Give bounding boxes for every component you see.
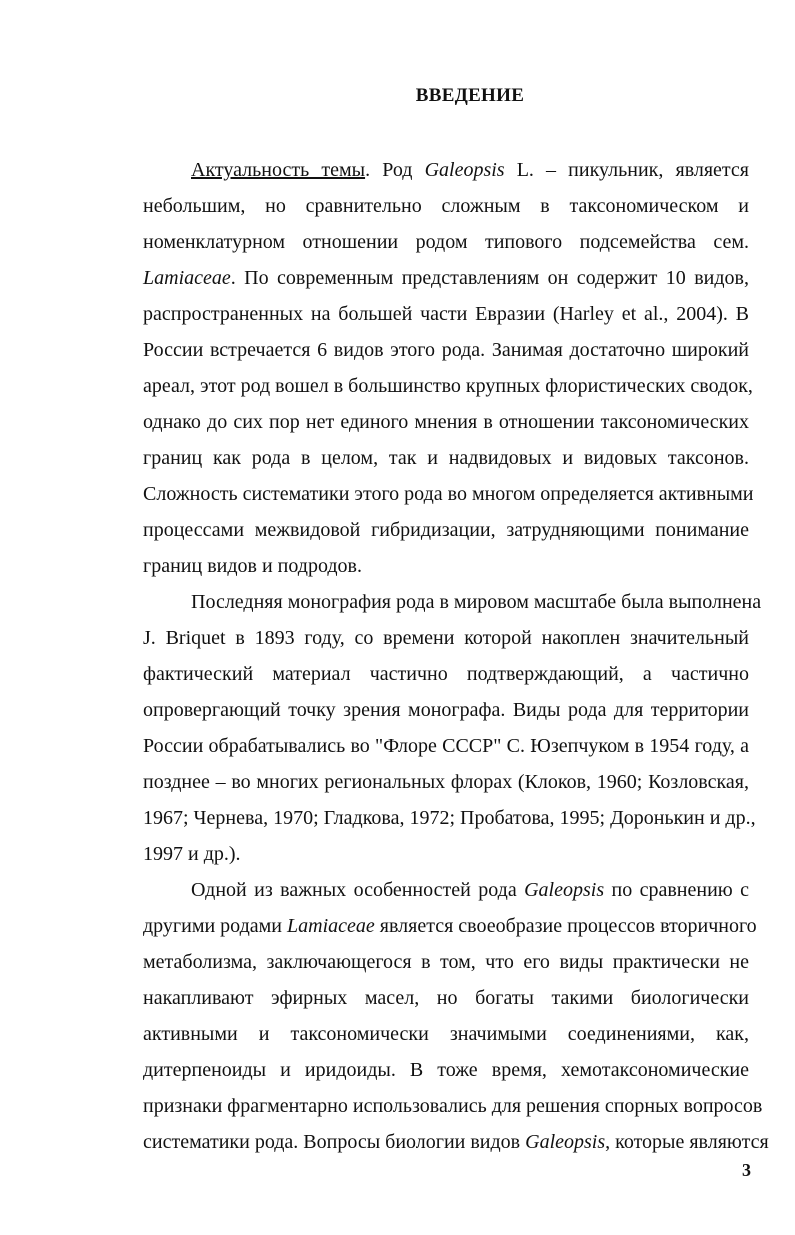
text-line: процессами межвидовой гибридизации, затрудняющими понимание — [143, 519, 749, 541]
text-line: Сложность систематики этого рода во многом определяется активными — [143, 483, 754, 505]
text-span: , которые являются — [605, 1131, 769, 1153]
text-span: по сравнению с — [604, 879, 749, 901]
text-line — [143, 152, 749, 188]
text-line: J. Briquet в 1893 году, со времени которой накоплен значительный — [143, 627, 749, 649]
italic-term: Galeopsis — [524, 879, 605, 901]
text-line: однако до сих пор нет единого мнения в отношении таксономических — [143, 411, 749, 433]
italic-term: Galeopsis — [424, 159, 505, 181]
text-line — [143, 1124, 769, 1160]
text-line: метаболизма, заключающегося в том, что его виды практически не — [143, 951, 749, 973]
text-line: распространенных на большей части Евразии (Harley et al., 2004). В — [143, 303, 749, 325]
text-line: номенклатурном отношении родом типового подсемейства сем. — [143, 231, 749, 253]
italic-term: Galeopsis — [525, 1131, 606, 1153]
text-span: L. – пикульник, является — [504, 159, 749, 181]
text-line — [143, 872, 749, 908]
text-line: дитерпеноиды и иридоиды. В тоже время, хемотаксономические — [143, 1059, 749, 1081]
text-span: является своеобразие процессов вторичного — [374, 915, 757, 937]
page-title: ВВЕДЕНИЕ — [415, 85, 525, 106]
text-line: России обрабатывались во "Флоре СССР" С. Юзепчуком в 1954 году, а — [143, 735, 749, 757]
text-line: 1997 и др.). — [143, 843, 241, 865]
text-line: России встречается 6 видов этого рода. Занимая достаточно широкий — [143, 339, 749, 361]
text-line: признаки фрагментарно использовались для решения спорных вопросов — [143, 1095, 763, 1117]
text-line: фактический материал частично подтверждающий, а частично — [143, 663, 749, 685]
text-span: систематики рода. Вопросы биологии видов — [143, 1131, 526, 1153]
text-line: активными и таксономически значимыми соединениями, как, — [143, 1023, 749, 1045]
text-line: ареал, этот род вошел в большинство крупных флористических сводок, — [143, 375, 753, 397]
text-line: Последняя монография рода в мировом масштабе была выполнена — [191, 591, 762, 613]
section-heading-underlined: Актуальность темы — [191, 159, 366, 181]
page-number: 3 — [742, 1160, 751, 1180]
text-line: опровергающий точку зрения монографа. Виды рода для территории — [143, 699, 749, 721]
text-line: позднее – во многих региональных флорах (Клоков, 1960; Козловская, — [143, 771, 749, 793]
text-span: . Род — [365, 159, 425, 181]
body-text — [143, 152, 769, 1160]
text-line: 1967; Чернева, 1970; Гладкова, 1972; Пробатова, 1995; Доронькин и др., — [143, 807, 756, 829]
text-span: Одной из важных особенностей рода — [191, 879, 525, 901]
text-line — [143, 908, 757, 944]
text-span: . По современным представлениям он содержит 10 видов, — [230, 267, 749, 289]
text-line: накапливают эфирных масел, но богаты такими биологически — [143, 987, 749, 1009]
text-span: другими родами — [143, 915, 288, 937]
text-line — [143, 260, 749, 296]
text-line: небольшим, но сравнительно сложным в таксономическом и — [143, 195, 749, 217]
italic-term: Lamiaceae — [143, 267, 231, 289]
text-line: границ как рода в целом, так и надвидовых и видовых таксонов. — [143, 447, 749, 469]
italic-term: Lamiaceae — [287, 915, 375, 937]
text-line: границ видов и подродов. — [143, 555, 363, 577]
